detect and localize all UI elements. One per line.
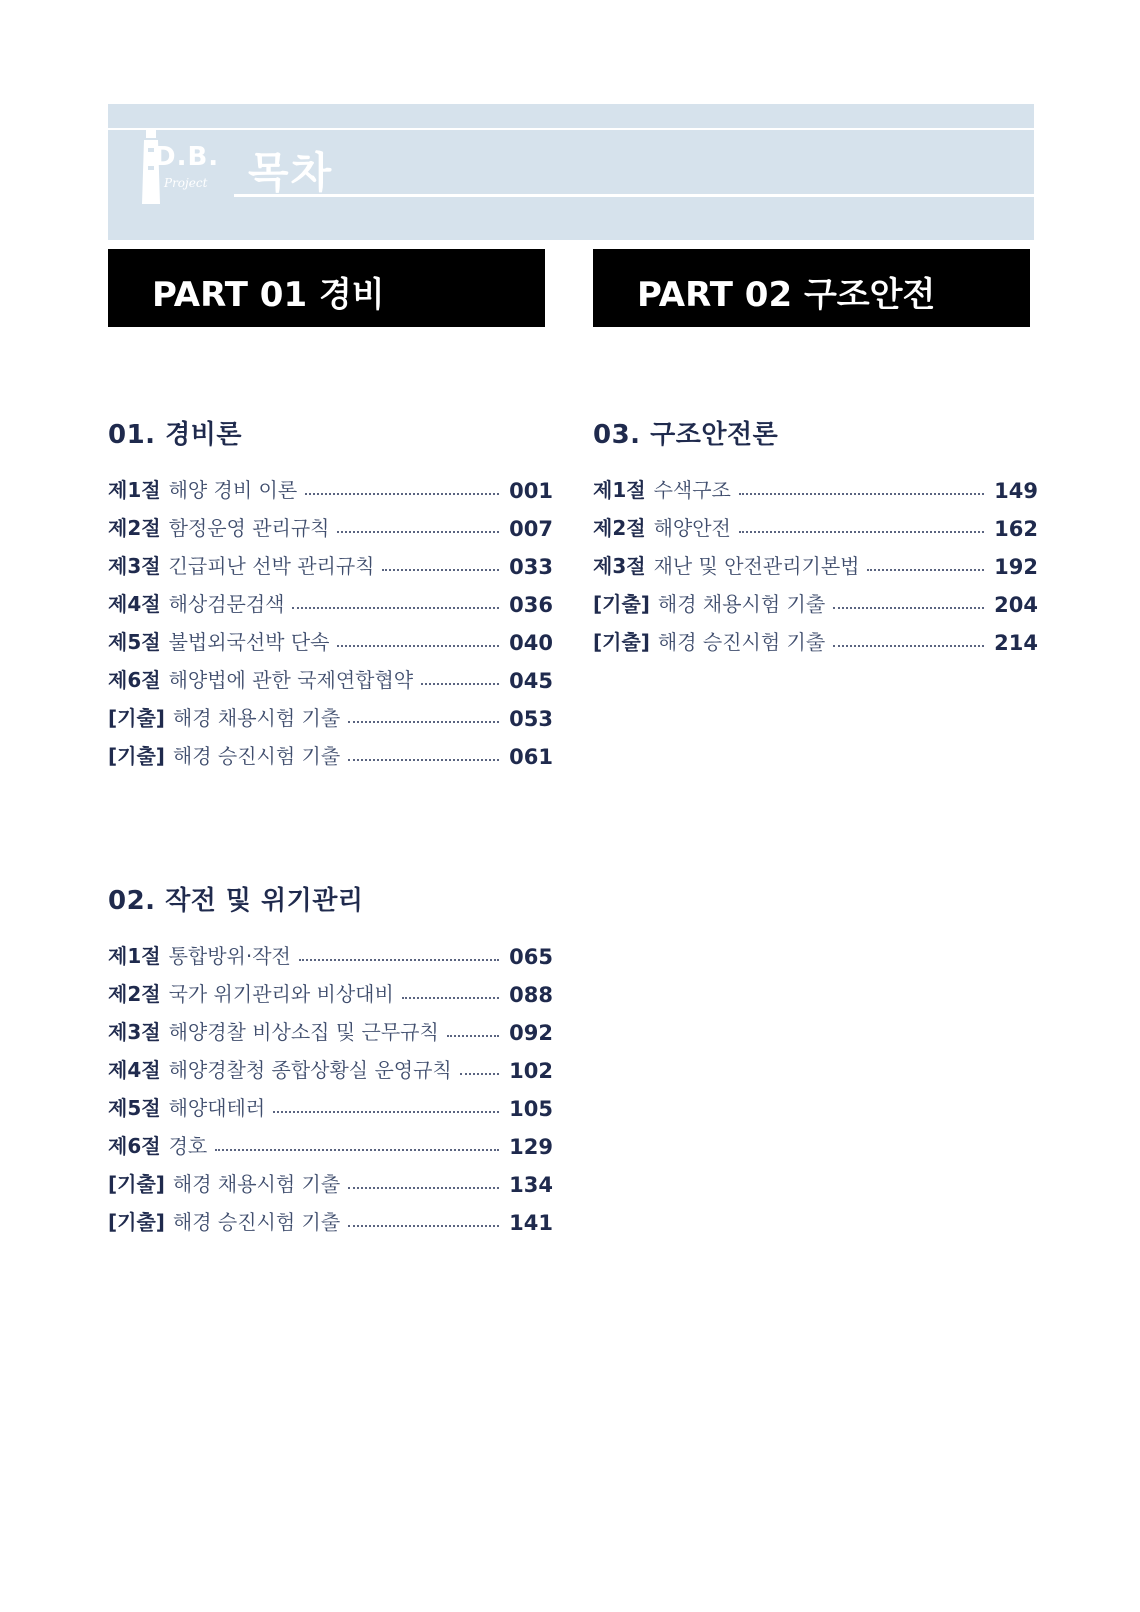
toc-list xyxy=(108,931,553,1235)
section-02 xyxy=(108,880,553,1235)
toc-entry-title: 해경 채용시험 기출 xyxy=(172,1172,341,1196)
dot-leader xyxy=(867,569,984,571)
logo-text: D.B. xyxy=(154,142,220,172)
dot-leader xyxy=(460,1073,499,1075)
toc-page-number: 053 xyxy=(509,707,553,731)
toc-page-number: 036 xyxy=(509,593,553,617)
dot-leader xyxy=(305,493,499,495)
toc-page-number: 001 xyxy=(509,479,553,503)
toc-entry-title: 불법외국선박 단속 xyxy=(168,630,330,654)
dot-leader xyxy=(292,607,499,609)
toc-entry[interactable] xyxy=(108,1121,553,1159)
toc-page-number: 134 xyxy=(509,1173,553,1197)
toc-chapter-label: 제3절 xyxy=(593,554,646,578)
toc-chapter-label: 제5절 xyxy=(108,630,161,654)
toc-entry-title: 경호 xyxy=(168,1134,208,1158)
toc-chapter-label: 제4절 xyxy=(108,592,161,616)
dot-leader xyxy=(382,569,499,571)
toc-entry[interactable] xyxy=(108,465,553,503)
toc-page-number: 102 xyxy=(509,1059,553,1083)
toc-entry[interactable] xyxy=(108,1045,553,1083)
toc-entry-title: 해양경찰청 종합상황실 운영규칙 xyxy=(168,1058,452,1082)
toc-entry[interactable] xyxy=(593,465,1038,503)
toc-page-number: 065 xyxy=(509,945,553,969)
dot-leader xyxy=(447,1035,499,1037)
toc-chapter-label: [기출] xyxy=(593,592,650,616)
toc-page-number: 149 xyxy=(994,479,1038,503)
db-project-logo xyxy=(136,126,226,206)
section-01 xyxy=(108,414,553,769)
dot-leader xyxy=(402,997,499,999)
section-title: 03. 구조안전론 xyxy=(593,420,779,450)
toc-entry-title: 해양 경비 이론 xyxy=(168,478,298,502)
dot-leader xyxy=(273,1111,499,1113)
dot-leader xyxy=(739,493,984,495)
toc-banner xyxy=(108,104,1034,240)
toc-page-number: 007 xyxy=(509,517,553,541)
toc-entry[interactable] xyxy=(108,1083,553,1121)
page-title: 목차 xyxy=(248,148,334,197)
toc-page-number: 214 xyxy=(994,631,1038,655)
toc-chapter-label: [기출] xyxy=(108,1172,165,1196)
dot-leader xyxy=(833,607,984,609)
toc-entry[interactable] xyxy=(108,503,553,541)
toc-entry[interactable] xyxy=(108,731,553,769)
toc-entry[interactable] xyxy=(108,969,553,1007)
toc-chapter-label: 제6절 xyxy=(108,668,161,692)
toc-page-number: 141 xyxy=(509,1211,553,1235)
toc-chapter-label: 제4절 xyxy=(108,1058,161,1082)
toc-entry[interactable] xyxy=(108,541,553,579)
toc-entry[interactable] xyxy=(108,579,553,617)
toc-entry[interactable] xyxy=(108,1007,553,1045)
part-02-header: PART 02 구조안전 xyxy=(593,249,1030,327)
dot-leader xyxy=(299,959,499,961)
toc-entry-title: 해경 채용시험 기출 xyxy=(657,592,826,616)
toc-chapter-label: 제1절 xyxy=(108,944,161,968)
toc-chapter-label: [기출] xyxy=(108,744,165,768)
toc-page-number: 040 xyxy=(509,631,553,655)
toc-chapter-label: [기출] xyxy=(108,1210,165,1234)
toc-entry-title: 해양경찰 비상소집 및 근무규칙 xyxy=(168,1020,439,1044)
section-03 xyxy=(593,414,1038,655)
part-01-header: PART 01 경비 xyxy=(108,249,545,327)
toc-chapter-label: 제2절 xyxy=(108,516,161,540)
dot-leader xyxy=(833,645,984,647)
toc-chapter-label: 제2절 xyxy=(593,516,646,540)
toc-entry-title: 긴급피난 선박 관리규칙 xyxy=(168,554,375,578)
dot-leader xyxy=(348,1225,499,1227)
toc-entry-title: 해양법에 관한 국제연합협약 xyxy=(168,668,414,692)
toc-entry[interactable] xyxy=(108,931,553,969)
toc-entry-title: 해양안전 xyxy=(653,516,731,540)
toc-entry-title: 해경 승진시험 기출 xyxy=(172,1210,341,1234)
toc-entry-title: 통합방위·작전 xyxy=(168,944,291,968)
toc-entry-title: 해양대테러 xyxy=(168,1096,266,1120)
dot-leader xyxy=(337,645,499,647)
toc-entry-title: 해경 승진시험 기출 xyxy=(172,744,341,768)
banner-divider-bottom xyxy=(234,194,1034,197)
dot-leader xyxy=(348,721,499,723)
toc-entry-title: 국가 위기관리와 비상대비 xyxy=(168,982,394,1006)
toc-page-number: 129 xyxy=(509,1135,553,1159)
toc-page-number: 162 xyxy=(994,517,1038,541)
logo-subtext: Project xyxy=(164,176,208,190)
toc-page-number: 061 xyxy=(509,745,553,769)
toc-chapter-label: 제1절 xyxy=(593,478,646,502)
toc-list xyxy=(108,465,553,769)
toc-chapter-label: 제3절 xyxy=(108,1020,161,1044)
toc-entry-title: 해상검문검색 xyxy=(168,592,285,616)
toc-page-number: 092 xyxy=(509,1021,553,1045)
toc-entry[interactable] xyxy=(593,503,1038,541)
toc-chapter-label: 제3절 xyxy=(108,554,161,578)
toc-entry[interactable] xyxy=(108,693,553,731)
dot-leader xyxy=(348,759,499,761)
toc-chapter-label: 제2절 xyxy=(108,982,161,1006)
dot-leader xyxy=(421,683,499,685)
toc-page-number: 033 xyxy=(509,555,553,579)
dot-leader xyxy=(739,531,984,533)
toc-page-number: 105 xyxy=(509,1097,553,1121)
toc-chapter-label: 제1절 xyxy=(108,478,161,502)
toc-entry-title: 해경 승진시험 기출 xyxy=(657,630,826,654)
banner-divider-top xyxy=(108,128,1034,130)
toc-entry-title: 해경 채용시험 기출 xyxy=(172,706,341,730)
section-title: 01. 경비론 xyxy=(108,420,242,450)
toc-chapter-label: 제5절 xyxy=(108,1096,161,1120)
toc-chapter-label: 제6절 xyxy=(108,1134,161,1158)
toc-page-number: 192 xyxy=(994,555,1038,579)
toc-page-number: 204 xyxy=(994,593,1038,617)
toc-entry-title: 수색구조 xyxy=(653,478,731,502)
toc-entry[interactable] xyxy=(108,655,553,693)
dot-leader xyxy=(215,1149,499,1151)
toc-entry[interactable] xyxy=(108,617,553,655)
dot-leader xyxy=(348,1187,499,1189)
toc-entry-title: 함정운영 관리규칙 xyxy=(168,516,330,540)
toc-entry[interactable] xyxy=(593,541,1038,579)
dot-leader xyxy=(337,531,499,533)
toc-chapter-label: [기출] xyxy=(593,630,650,654)
toc-entry[interactable] xyxy=(593,579,1038,617)
toc-chapter-label: [기출] xyxy=(108,706,165,730)
toc-entry-title: 재난 및 안전관리기본법 xyxy=(653,554,860,578)
toc-list xyxy=(593,465,1038,655)
toc-entry[interactable] xyxy=(593,617,1038,655)
toc-page-number: 088 xyxy=(509,983,553,1007)
toc-entry[interactable] xyxy=(108,1159,553,1197)
toc-entry[interactable] xyxy=(108,1197,553,1235)
section-title: 02. 작전 및 위기관리 xyxy=(108,886,364,916)
toc-page-number: 045 xyxy=(509,669,553,693)
